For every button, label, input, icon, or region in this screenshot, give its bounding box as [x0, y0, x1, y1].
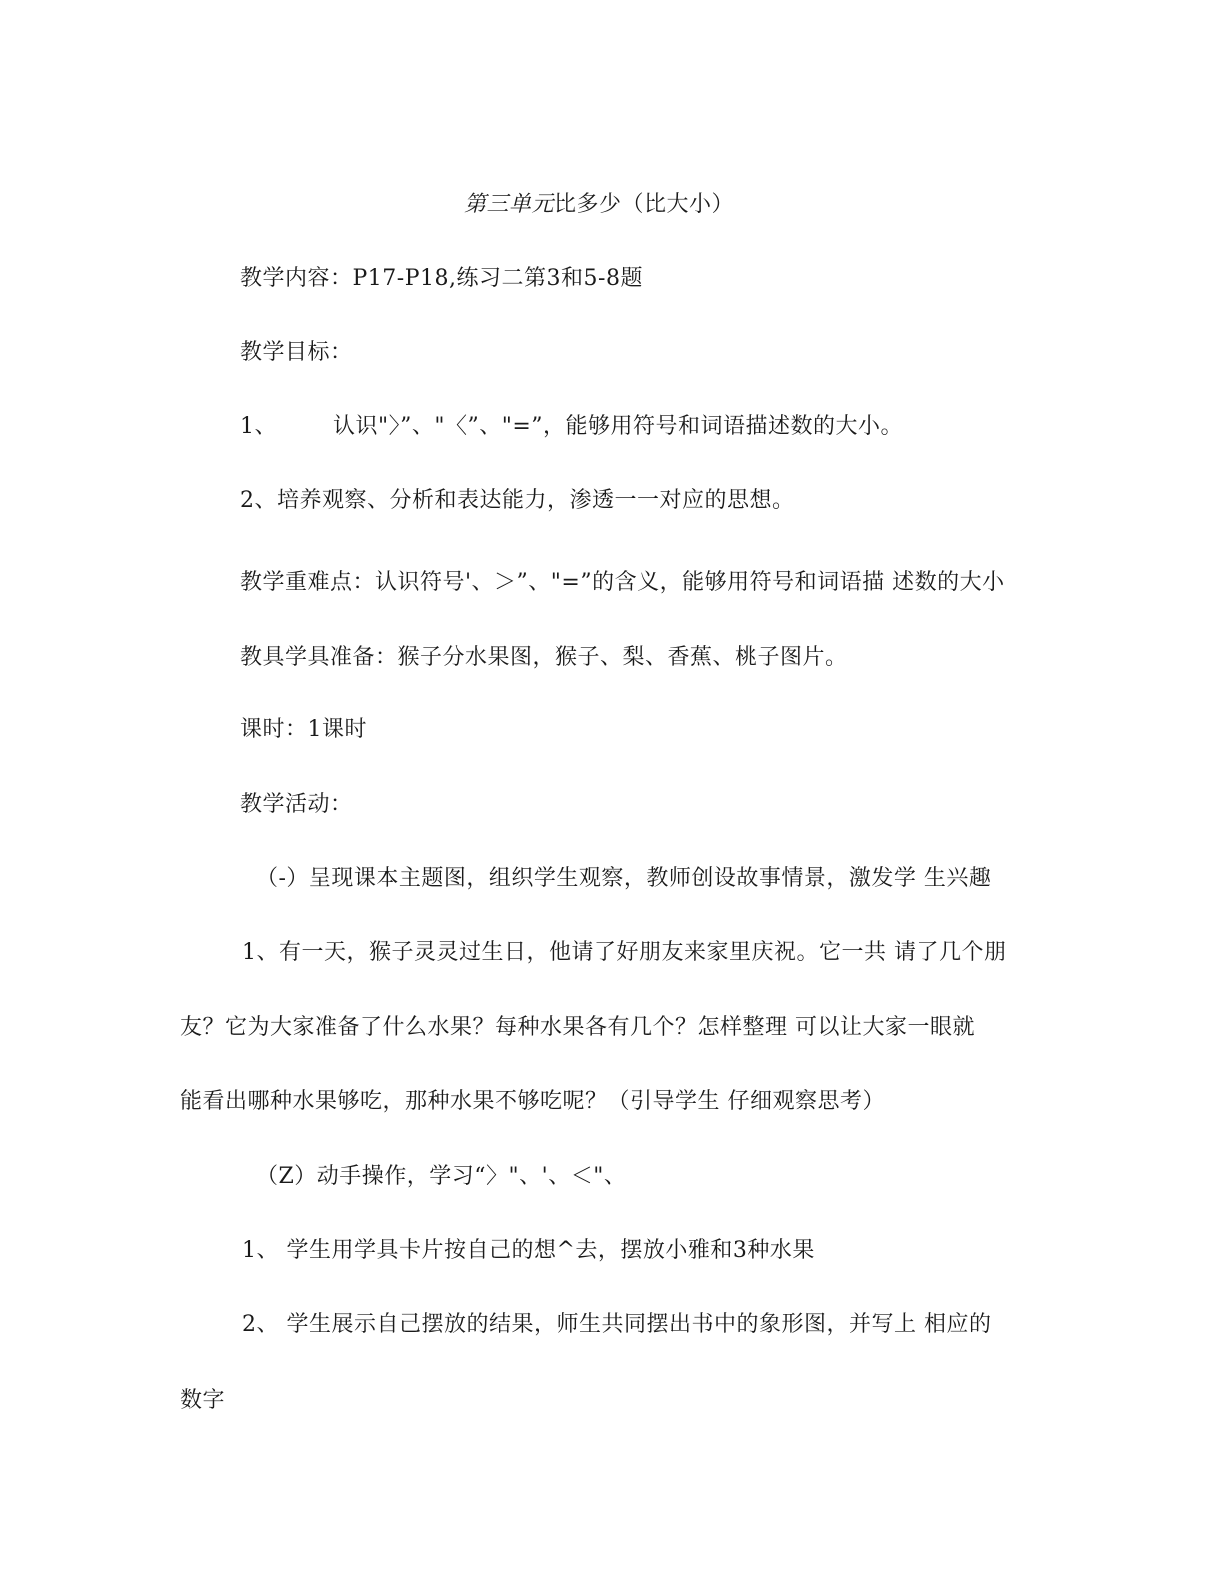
step-2-line-2: 数字: [180, 1388, 226, 1413]
title-topic: 比多少（比大小）: [554, 192, 735, 217]
activities-heading: 教学活动：: [240, 792, 353, 817]
goal-item-1: [240, 412, 903, 442]
paragraph-1-line-1: 1、有一天，猴子灵灵过生日，他请了好朋友来家里庆祝。它一共 请了几个朋: [242, 940, 1007, 965]
section-1-title: （-）呈现课本主题图，组织学生观察，教师创设故事情景，激发学 生兴趣: [256, 866, 992, 891]
goal-item-2: 2、培养观察、分析和表达能力，渗透一一对应的思想。: [240, 488, 795, 513]
key-points: 教学重难点：认识符号'、＞”、"=”的含义，能够用符号和词语描 述数的大小: [240, 570, 1005, 595]
step-1: 1、 学生用学具卡片按自己的想^去，摆放小雅和3种水果: [242, 1238, 815, 1263]
page-title: [464, 190, 734, 220]
materials: 教具学具准备：猴子分水果图，猴子、梨、香蕉、桃子图片。: [240, 645, 848, 670]
paragraph-1-line-3: 能看出哪种水果够吃，那种水果不够吃呢？（引导学生 仔细观察思考）: [180, 1089, 885, 1114]
section-2-title: （Z）动手操作，学习“〉"、'、＜"、: [256, 1164, 627, 1189]
paragraph-1-line-2: 友？它为大家准备了什么水果？每种水果各有几个？怎样整理 可以让大家一眼就: [180, 1015, 975, 1040]
title-unit: 第三单元: [464, 192, 555, 217]
goal-item-1-number: 1、: [240, 414, 277, 439]
goal-item-1-text: 认识"〉”、"〈”、"=”，能够用符号和词语描述数的大小。: [333, 414, 904, 439]
teaching-content: 教学内容：P17-P18,练习二第3和5-8题: [240, 266, 643, 291]
class-hours: 课时：1课时: [240, 717, 367, 742]
goals-heading: 教学目标：: [240, 340, 353, 365]
step-2-line-1: 2、 学生展示自己摆放的结果，师生共同摆出书中的象形图，并写上 相应的: [242, 1312, 992, 1337]
